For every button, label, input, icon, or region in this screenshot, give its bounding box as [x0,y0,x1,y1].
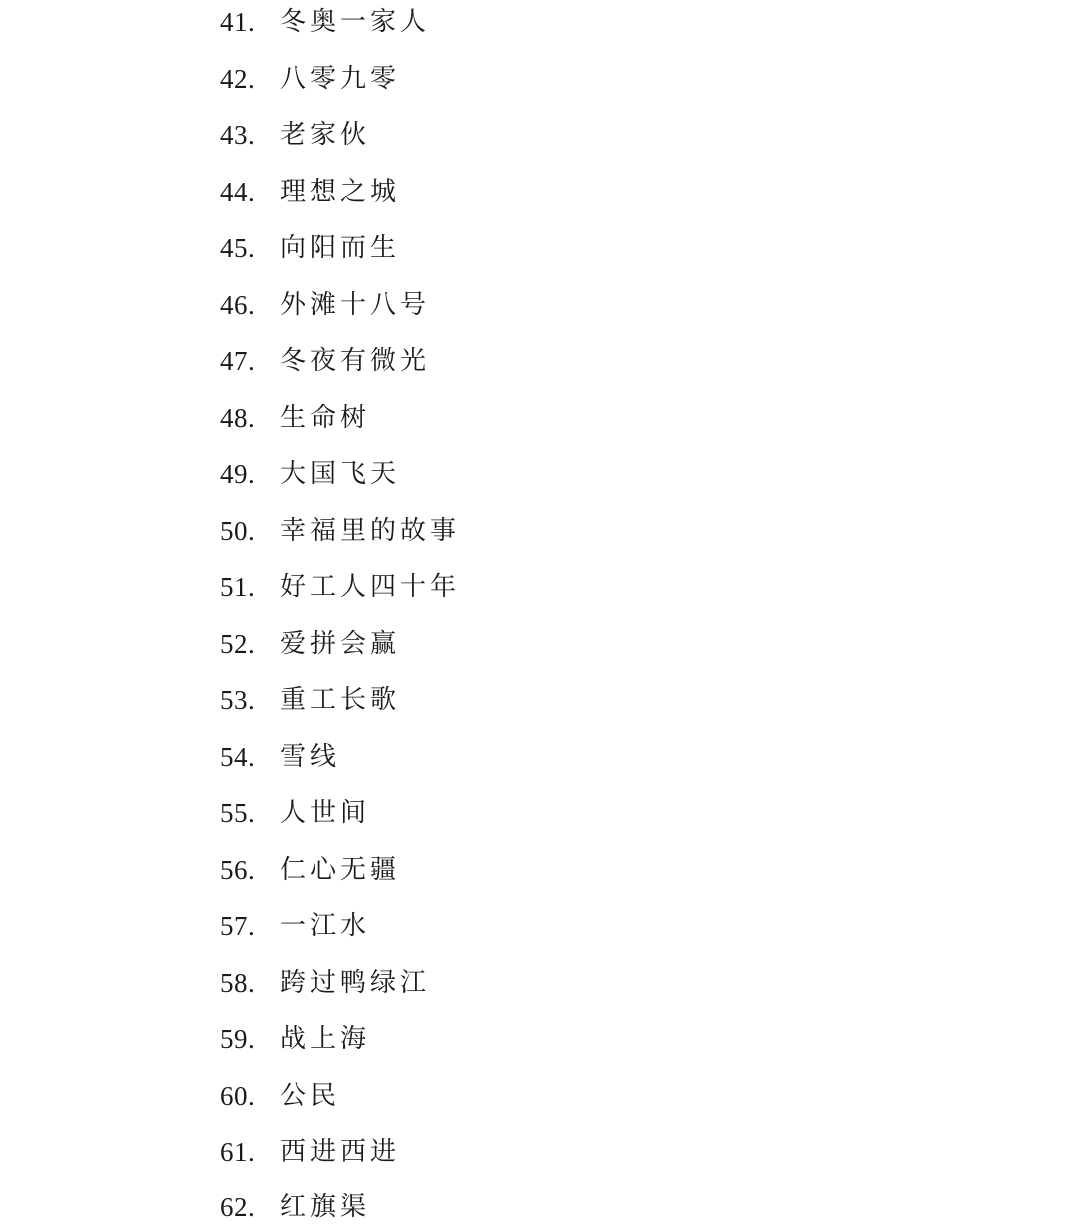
item-title: 跨过鸭绿江 [280,967,431,998]
item-title: 红旗渠 [280,1192,371,1222]
item-title: 雪线 [280,741,341,772]
list-item [220,791,370,835]
list-item [220,0,430,44]
item-title: 生命树 [280,402,371,433]
item-number: 43. [220,120,256,150]
item-number: 50. [220,515,256,546]
list-item [220,961,430,1005]
list-item [220,170,400,214]
item-title: 老家伙 [280,120,371,150]
item-number: 41. [220,7,256,37]
item-number: 54. [220,741,256,772]
item-title: 八零九零 [280,63,401,94]
item-title: 冬奥一家人 [280,7,431,37]
item-number: 59. [220,1024,256,1054]
item-title: 重工长歌 [280,685,401,715]
list-item [220,57,400,101]
item-number: 60. [220,1080,256,1111]
item-title: 向阳而生 [280,233,401,263]
list-item [220,226,400,270]
item-title: 幸福里的故事 [280,515,461,546]
item-title: 爱拼会赢 [280,628,401,659]
item-number: 56. [220,854,256,885]
item-title: 战上海 [280,1024,371,1054]
item-title: 外滩十八号 [280,289,431,320]
item-number: 58. [220,967,256,998]
item-number: 55. [220,798,256,828]
list-item [220,1074,340,1118]
item-number: 49. [220,459,256,489]
item-title: 大国飞天 [280,459,401,489]
list-item [220,565,460,609]
list-item [220,1130,400,1174]
item-number: 62. [220,1192,256,1222]
list-item [220,1185,370,1229]
list-item [220,339,430,383]
list-item [220,904,370,948]
item-number: 52. [220,628,256,659]
item-number: 44. [220,176,256,207]
item-title: 公民 [280,1080,341,1111]
item-number: 61. [220,1137,256,1167]
item-number: 46. [220,289,256,320]
item-title: 西进西进 [280,1137,401,1167]
item-number: 42. [220,63,256,94]
list-item [220,452,400,496]
list-item [220,622,400,666]
item-number: 47. [220,346,256,376]
item-number: 53. [220,685,256,715]
list-item [220,509,460,553]
item-title: 理想之城 [280,176,401,207]
list-item [220,1017,370,1061]
item-number: 45. [220,233,256,263]
item-title: 好工人四十年 [280,572,461,602]
list-item [220,283,430,327]
list-item [220,113,370,157]
list-item [220,735,340,779]
item-number: 57. [220,911,256,941]
list-item [220,396,370,440]
item-number: 48. [220,402,256,433]
item-title: 仁心无疆 [280,854,401,885]
item-title: 冬夜有微光 [280,346,431,376]
list-item [220,848,400,892]
item-number: 51. [220,572,256,602]
item-title: 一江水 [280,911,371,941]
list-item [220,678,400,722]
item-title: 人世间 [280,798,371,828]
